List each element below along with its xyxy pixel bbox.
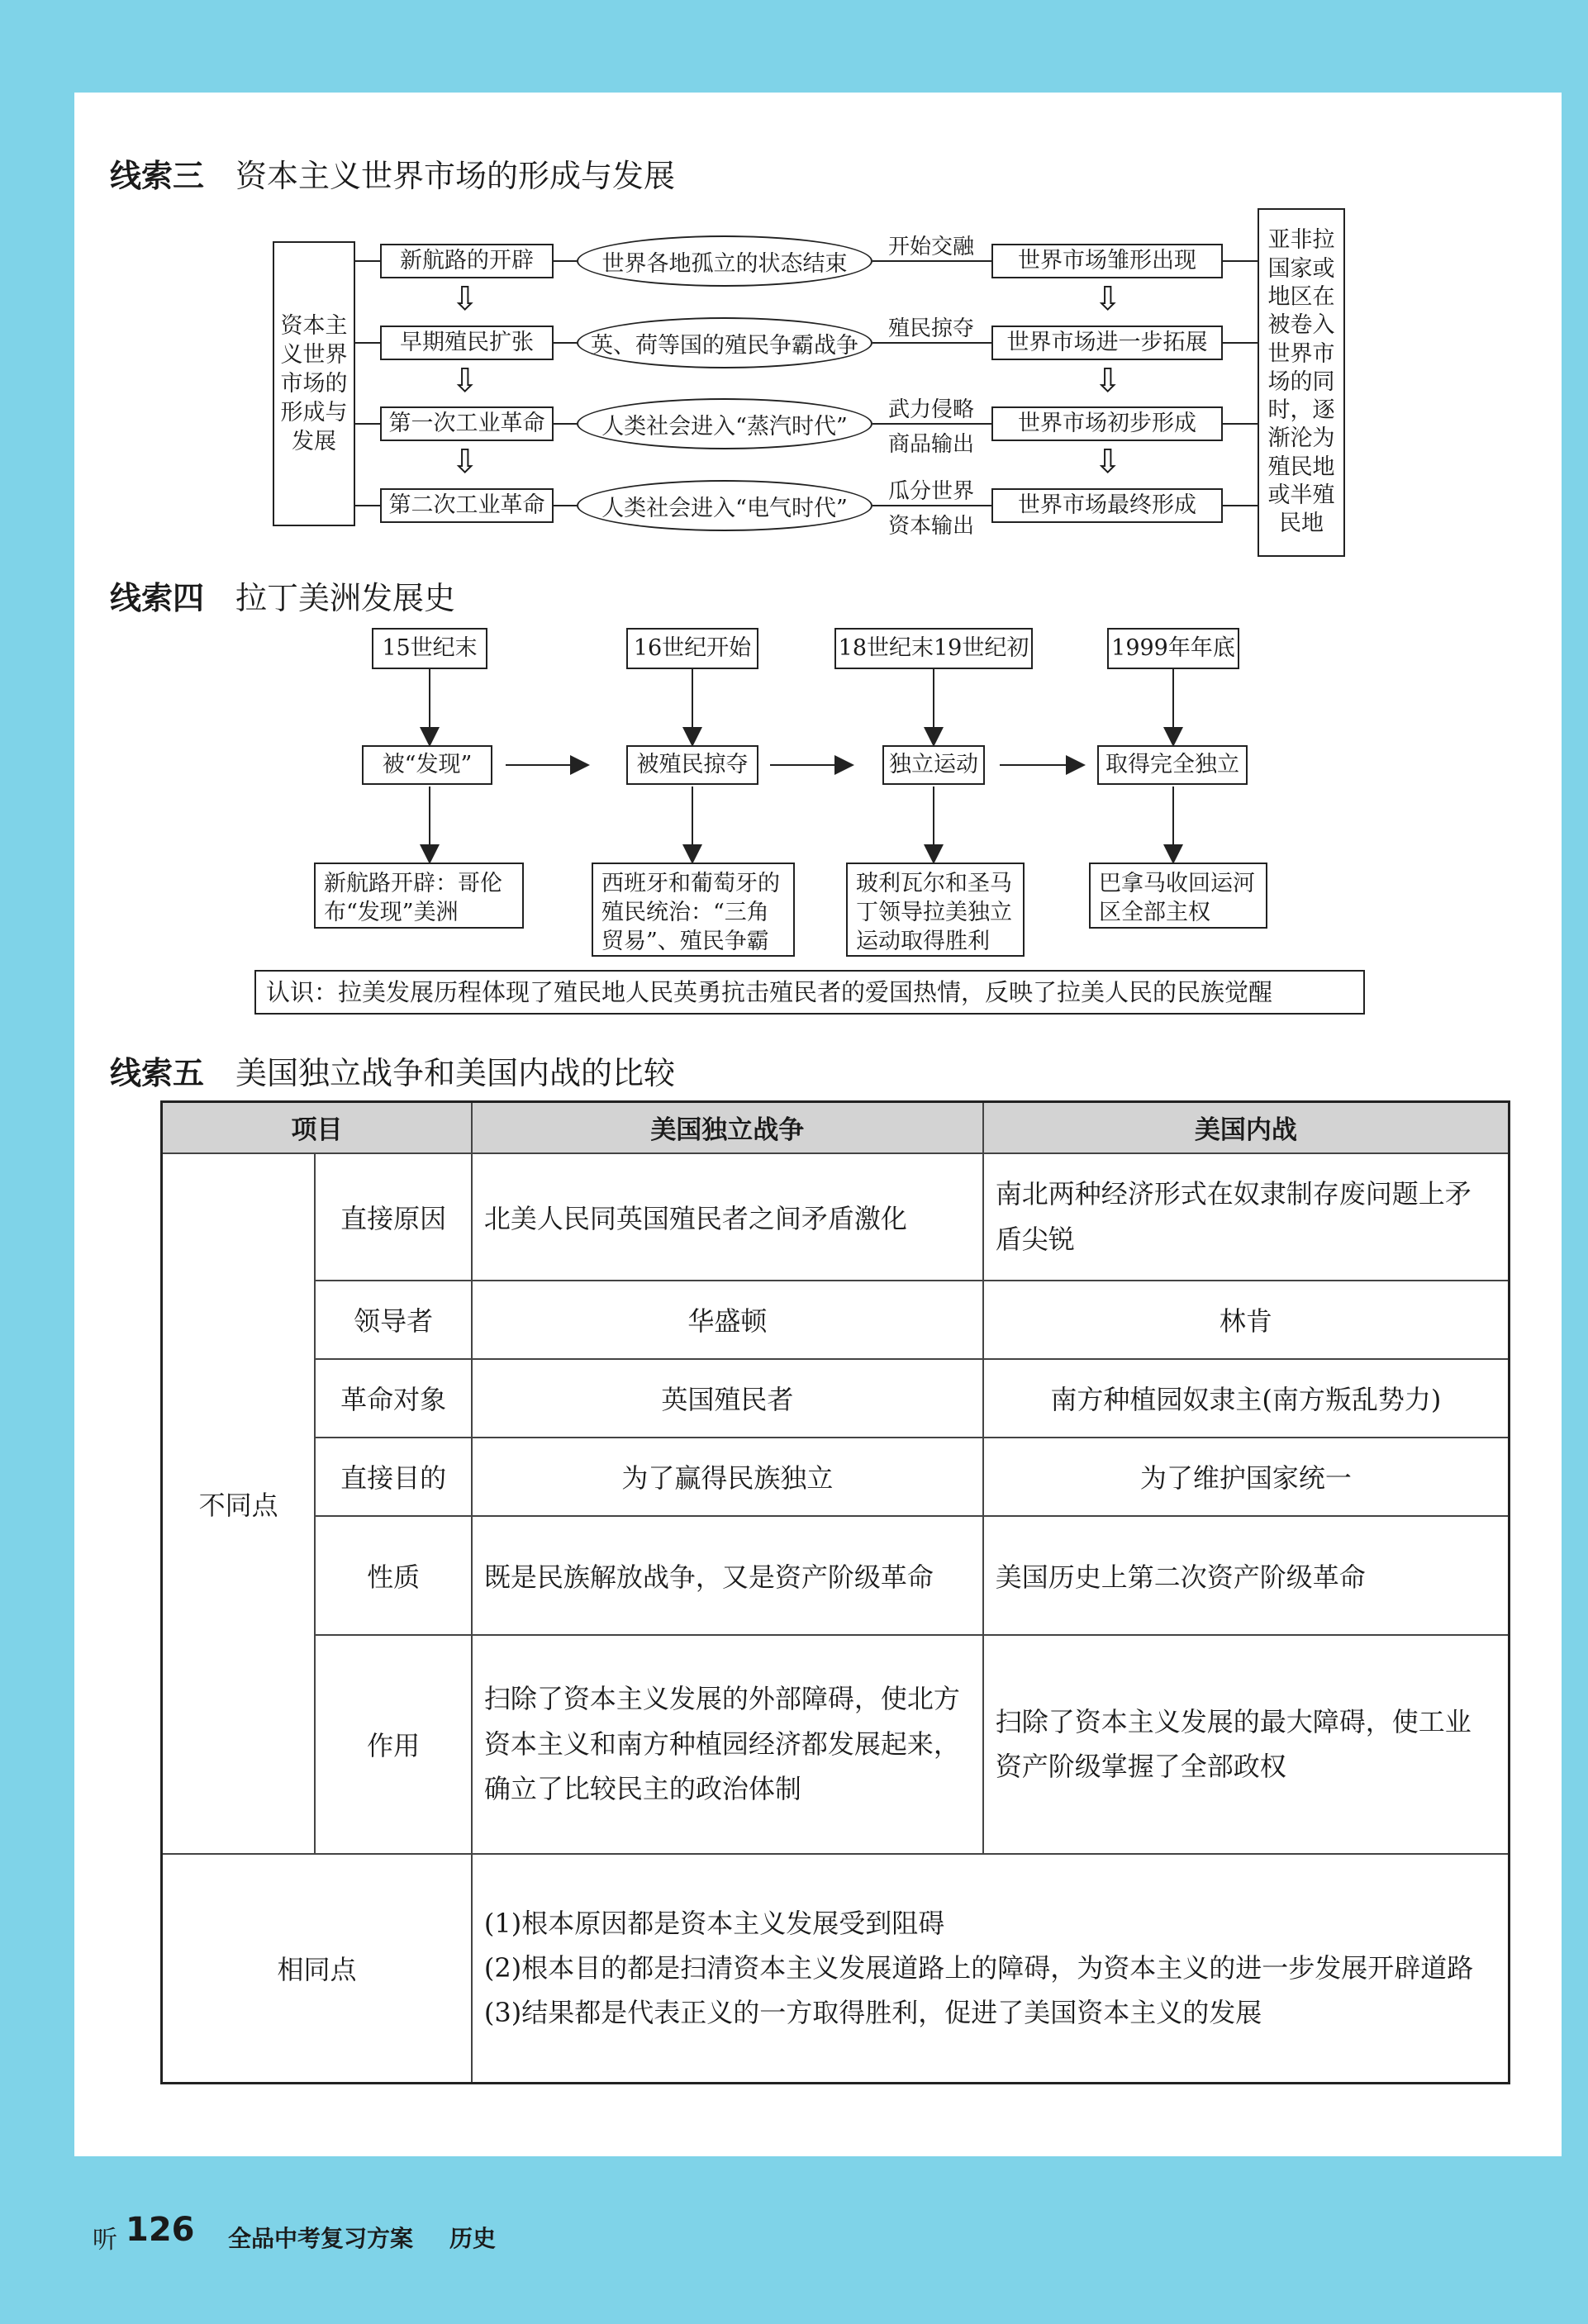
- cell-independence: 英国殖民者: [472, 1359, 983, 1438]
- table-row: [162, 1281, 1510, 1359]
- s4-event-3: 独立运动: [882, 745, 985, 785]
- book-title: 全品中考复习方案: [228, 2225, 414, 2252]
- table-row: [162, 1854, 1510, 2084]
- row-item-label: 领导者: [315, 1281, 472, 1359]
- header-civil-war: 美国内战: [983, 1102, 1510, 1153]
- s3-link-top-1: 开始交融: [888, 235, 975, 259]
- table-header-row: [162, 1102, 1510, 1153]
- s3-oval-2: 英、荷等国的殖民争霸战争: [577, 317, 872, 368]
- s4-time-4: 1999年年底: [1107, 628, 1239, 669]
- cell-civil: 美国历史上第二次资产阶级革命: [983, 1516, 1510, 1635]
- cell-independence: 既是民族解放战争，又是资产阶级革命: [472, 1516, 983, 1635]
- subject-label: 历史: [449, 2225, 497, 2252]
- s3-link-bottom-3: 商品输出: [888, 432, 975, 457]
- down-arrow-icon: ⇩: [1094, 362, 1122, 400]
- s4-time-3: 18世纪末19世纪初: [834, 628, 1033, 669]
- s4-detail-2: 西班牙和葡萄牙的殖民统治：“三角贸易”、殖民争霸: [592, 863, 795, 957]
- s3-stage-2: 世界市场进一步拓展: [991, 326, 1223, 360]
- cell-civil: 为了维护国家统一: [983, 1438, 1510, 1516]
- s3-event-3: 第一次工业革命: [380, 406, 554, 441]
- s3-stage-3: 世界市场初步形成: [991, 406, 1223, 441]
- cell-independence: 为了赢得民族独立: [472, 1438, 983, 1516]
- table-row: [162, 1516, 1510, 1635]
- row-item-label: 直接目的: [315, 1438, 472, 1516]
- s3-event-1: 新航路的开辟: [380, 244, 554, 278]
- s4-time-2: 16世纪开始: [626, 628, 758, 669]
- section-4-heading: [110, 573, 455, 618]
- s4-event-1: 被“发现”: [362, 745, 492, 785]
- section-4-tag: 线索四: [110, 580, 205, 616]
- comparison-table: [160, 1100, 1510, 2084]
- s3-event-4: 第二次工业革命: [380, 488, 554, 523]
- table-row: [162, 1635, 1510, 1854]
- cell-independence: 扫除了资本主义发展的外部障碍，使北方资本主义和南方种植园经济都发展起来，确立了比较民主的政治体制: [472, 1635, 983, 1854]
- header-independence-war: 美国独立战争: [472, 1102, 983, 1153]
- s4-detail-1: 新航路开辟：哥伦布“发现”美洲: [314, 863, 524, 929]
- row-item-label: 作用: [315, 1635, 472, 1854]
- s3-stage-4: 世界市场最终形成: [991, 488, 1223, 523]
- cell-civil: 扫除了资本主义发展的最大障碍，使工业资产阶级掌握了全部政权: [983, 1635, 1510, 1854]
- s3-oval-1: 世界各地孤立的状态结束: [577, 235, 872, 287]
- s3-oval-3: 人类社会进入“蒸汽时代”: [577, 398, 872, 449]
- page-number: 126: [126, 2211, 195, 2249]
- s3-link-bottom-4: 资本输出: [888, 514, 975, 539]
- down-arrow-icon: ⇩: [451, 280, 479, 318]
- section-5-title: 美国独立战争和美国内战的比较: [235, 1055, 676, 1091]
- s4-note: 认识：拉美发展历程体现了殖民地人民英勇抗击殖民者的爱国热情，反映了拉美人民的民族觉醒: [254, 970, 1365, 1015]
- same-line-3: (3)结果都是代表正义的一方取得胜利，促进了美国资本主义的发展: [483, 1997, 1262, 2029]
- s3-link-top-4: 瓜分世界: [888, 479, 975, 504]
- same-line-1: (1)根本原因都是资本主义发展受到阻碍: [483, 1907, 945, 1939]
- same-label: 相同点: [162, 1854, 472, 2084]
- down-arrow-icon: ⇩: [451, 443, 479, 481]
- row-item-label: 革命对象: [315, 1359, 472, 1438]
- down-arrow-icon: ⇩: [1094, 443, 1122, 481]
- s3-right-label: 亚非拉国家或地区在被卷入世界市场的同时，逐渐沦为殖民地或半殖民地: [1258, 208, 1345, 557]
- cell-civil: 南北两种经济形式在奴隶制存废问题上矛盾尖锐: [983, 1153, 1510, 1281]
- s3-event-2: 早期殖民扩张: [380, 326, 554, 360]
- s3-link-top-2: 殖民掠夺: [888, 316, 975, 341]
- down-arrow-icon: ⇩: [1094, 280, 1122, 318]
- header-item: 项目: [162, 1102, 472, 1153]
- diff-label: 不同点: [162, 1153, 316, 1854]
- same-line-2: (2)根本目的都是扫清资本主义发展道路上的障碍，为资本主义的进一步发展开辟道路: [483, 1952, 1474, 1984]
- s4-time-1: 15世纪末: [372, 628, 487, 669]
- down-arrow-icon: ⇩: [451, 362, 479, 400]
- table-row: [162, 1153, 1510, 1281]
- row-item-label: 直接原因: [315, 1153, 472, 1281]
- s4-detail-4: 巴拿马收回运河区全部主权: [1089, 863, 1267, 929]
- table-row: [162, 1359, 1510, 1438]
- s3-stage-1: 世界市场雏形出现: [991, 244, 1223, 278]
- same-cell: [472, 1854, 1510, 2084]
- cell-independence: 华盛顿: [472, 1281, 983, 1359]
- s3-left-label: 资本主义世界市场的形成与发展: [273, 241, 355, 526]
- cell-civil: 南方种植园奴隶主(南方叛乱势力): [983, 1359, 1510, 1438]
- section-3-title: 资本主义世界市场的形成与发展: [235, 158, 676, 194]
- cell-civil: 林肯: [983, 1281, 1510, 1359]
- s4-event-2: 被殖民掠夺: [626, 745, 758, 785]
- section-4-connectors: [0, 628, 1588, 876]
- s4-event-4: 取得完全独立: [1097, 745, 1248, 785]
- cell-independence: 北美人民同英国殖民者之间矛盾激化: [472, 1153, 983, 1281]
- footer-prefix: 听: [93, 2226, 117, 2255]
- s4-detail-3: 玻利瓦尔和圣马丁领导拉美独立运动取得胜利: [846, 863, 1025, 957]
- table-row: [162, 1438, 1510, 1516]
- section-5-tag: 线索五: [110, 1055, 205, 1091]
- section-5-heading: [110, 1048, 675, 1093]
- s3-link-top-3: 武力侵略: [888, 397, 975, 422]
- section-4-title: 拉丁美洲发展史: [235, 580, 456, 616]
- row-item-label: 性质: [315, 1516, 472, 1635]
- section-3-tag: 线索三: [110, 158, 205, 194]
- s3-oval-4: 人类社会进入“电气时代”: [577, 480, 872, 531]
